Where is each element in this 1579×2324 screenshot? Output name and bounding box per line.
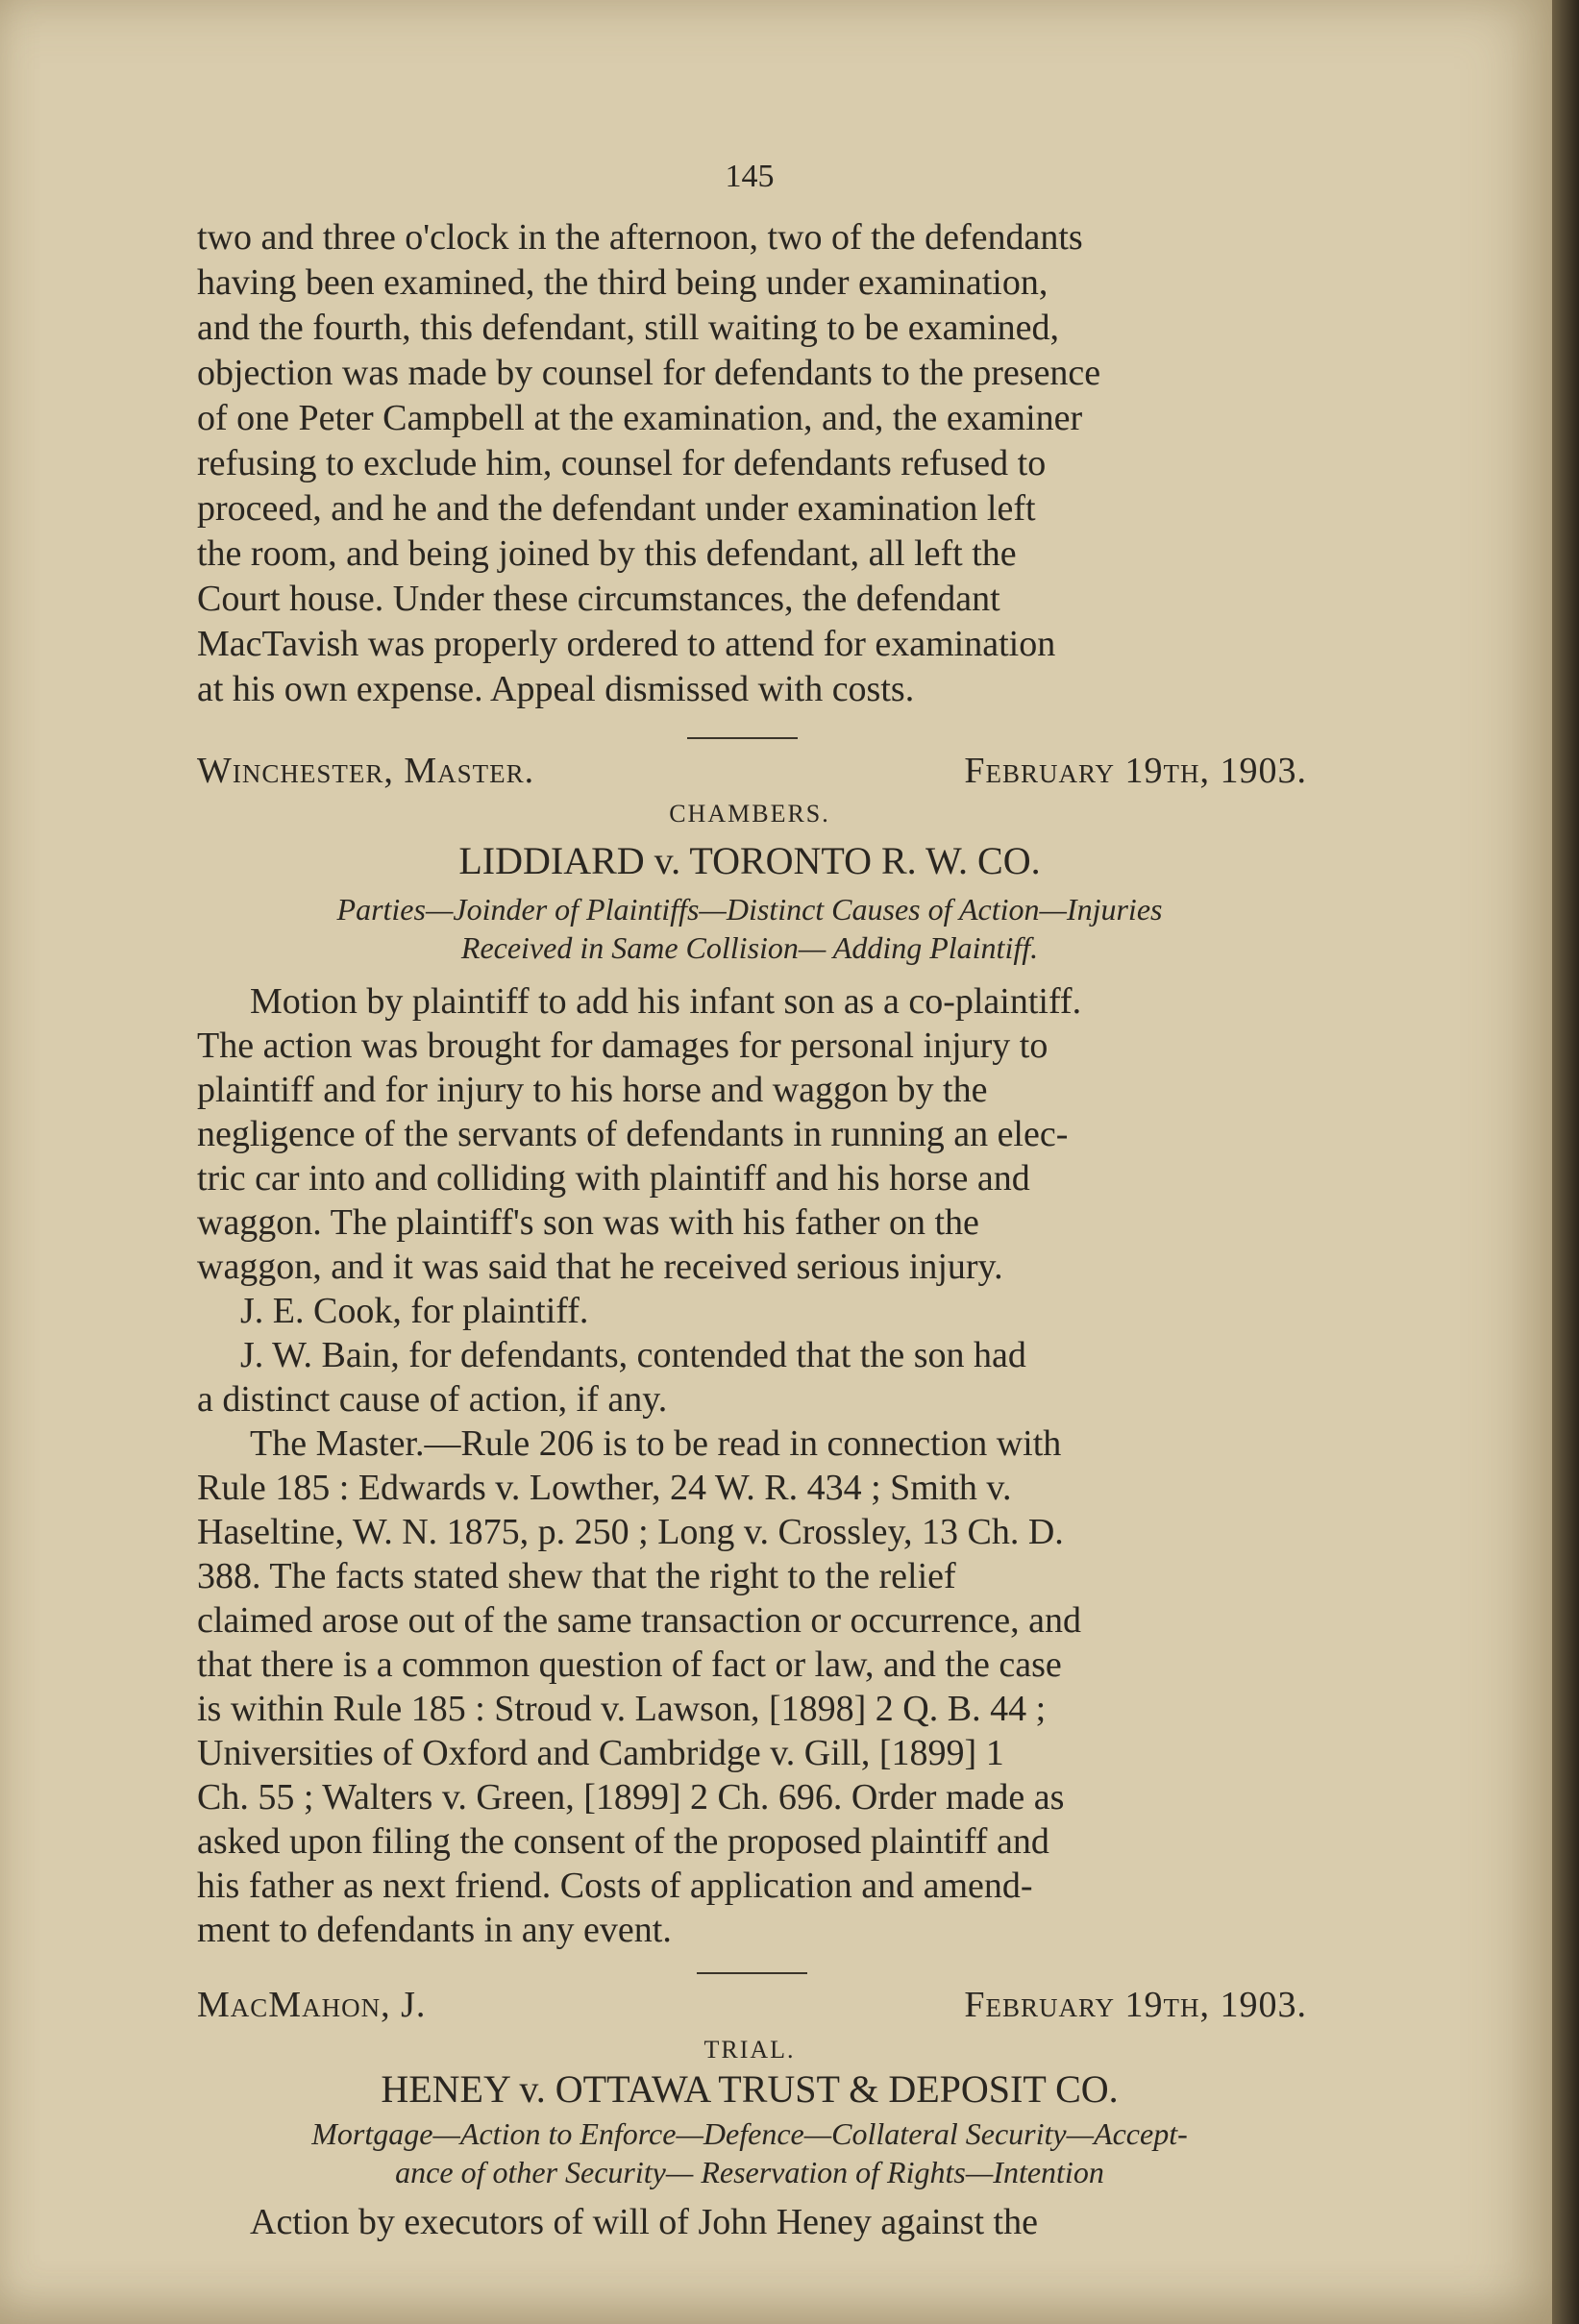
text-line: the room, and being joined by this defendant, all left the bbox=[197, 533, 1017, 574]
text-line: Motion by plaintiff to add his infant son as a co-plaintiff. bbox=[250, 981, 1082, 1022]
text-line: Ch. 55 ; Walters v. Green, [1899] 2 Ch. 696. Order made as bbox=[197, 1777, 1065, 1817]
section-divider bbox=[687, 737, 798, 739]
headnote: Mortgage—Action to Enforce—Defence—Collateral Security—Accept- bbox=[311, 2116, 1188, 2151]
counsel-line: J. E. Cook, for plaintiff. bbox=[240, 1291, 589, 1331]
text-line: Universities of Oxford and Cambridge v. Gill, [1899] 1 bbox=[197, 1733, 1004, 1773]
section-divider bbox=[697, 1972, 807, 1974]
text-line: tric car into and colliding with plaintiff and his horse and bbox=[197, 1158, 1030, 1199]
text-line: waggon. The plaintiff's son was with his father on the bbox=[197, 1202, 979, 1243]
headnote: ance of other Security— Reservation of Rights—Intention bbox=[395, 2155, 1104, 2189]
text-line: The action was brought for damages for personal injury to bbox=[197, 1026, 1049, 1066]
court-label: CHAMBERS. bbox=[669, 800, 830, 828]
text-line: two and three o'clock in the afternoon, two of the defendants bbox=[197, 217, 1083, 258]
page-edge-shadow bbox=[1552, 0, 1579, 2324]
case-title: HENEY v. OTTAWA TRUST & DEPOSIT CO. bbox=[381, 2067, 1119, 2111]
case-date: February 19th, 1903. bbox=[964, 751, 1307, 791]
text-line: that there is a common question of fact or law, and the case bbox=[197, 1644, 1062, 1685]
text-line: The Master.—Rule 206 is to be read in connection with bbox=[250, 1423, 1062, 1464]
text-line: his father as next friend. Costs of application and amend- bbox=[197, 1866, 1033, 1906]
text-line: objection was made by counsel for defendants to the presence bbox=[197, 353, 1101, 393]
page-number: 145 bbox=[725, 159, 775, 194]
text-line: refusing to exclude him, counsel for defendants refused to bbox=[197, 443, 1047, 483]
text-line: waggon, and it was said that he received serious injury. bbox=[197, 1247, 1003, 1287]
text-line: a distinct cause of action, if any. bbox=[197, 1379, 668, 1420]
counsel-line: J. W. Bain, for defendants, contended that the son had bbox=[240, 1335, 1026, 1375]
text-line: having been examined, the third being under examination, bbox=[197, 262, 1049, 303]
text-line: proceed, and he and the defendant under examination left bbox=[197, 488, 1036, 529]
judge-name: Winchester, Master. bbox=[197, 751, 535, 791]
text-line: plaintiff and for injury to his horse and waggon by the bbox=[197, 1070, 988, 1110]
text-line: and the fourth, this defendant, still waiting to be examined, bbox=[197, 308, 1060, 348]
text-line: ment to defendants in any event. bbox=[197, 1910, 672, 1950]
text-line: Rule 185 : Edwards v. Lowther, 24 W. R. 434 ; Smith v. bbox=[197, 1468, 1012, 1508]
text-line: of one Peter Campbell at the examination, and, the examiner bbox=[197, 398, 1083, 438]
text-line: is within Rule 185 : Stroud v. Lawson, [1898] 2 Q. B. 44 ; bbox=[197, 1689, 1047, 1729]
text-line: Haseltine, W. N. 1875, p. 250 ; Long v. Crossley, 13 Ch. D. bbox=[197, 1512, 1064, 1552]
judge-name: MacMahon, J. bbox=[197, 1985, 427, 2025]
text-line: asked upon filing the consent of the proposed plaintiff and bbox=[197, 1821, 1049, 1862]
case-title: LIDDIARD v. TORONTO R. W. CO. bbox=[458, 839, 1041, 882]
headnote: Parties—Joinder of Plaintiffs—Distinct Causes of Action—Injuries bbox=[336, 892, 1163, 927]
case-date: February 19th, 1903. bbox=[964, 1985, 1307, 2025]
text-line: 388. The facts stated shew that the right to the relief bbox=[197, 1556, 956, 1596]
court-label: TRIAL. bbox=[703, 2036, 796, 2064]
text-line: at his own expense. Appeal dismissed with costs. bbox=[197, 669, 915, 709]
text-line: MacTavish was properly ordered to attend for examination bbox=[197, 624, 1056, 664]
text-line: Action by executors of will of John Heney against the bbox=[250, 2202, 1038, 2242]
headnote: Received in Same Collision— Adding Plaintiff. bbox=[460, 930, 1039, 965]
text-line: negligence of the servants of defendants in running an elec- bbox=[197, 1114, 1069, 1154]
text-line: Court house. Under these circumstances, the defendant bbox=[197, 579, 1000, 619]
text-line: claimed arose out of the same transaction or occurrence, and bbox=[197, 1600, 1082, 1641]
